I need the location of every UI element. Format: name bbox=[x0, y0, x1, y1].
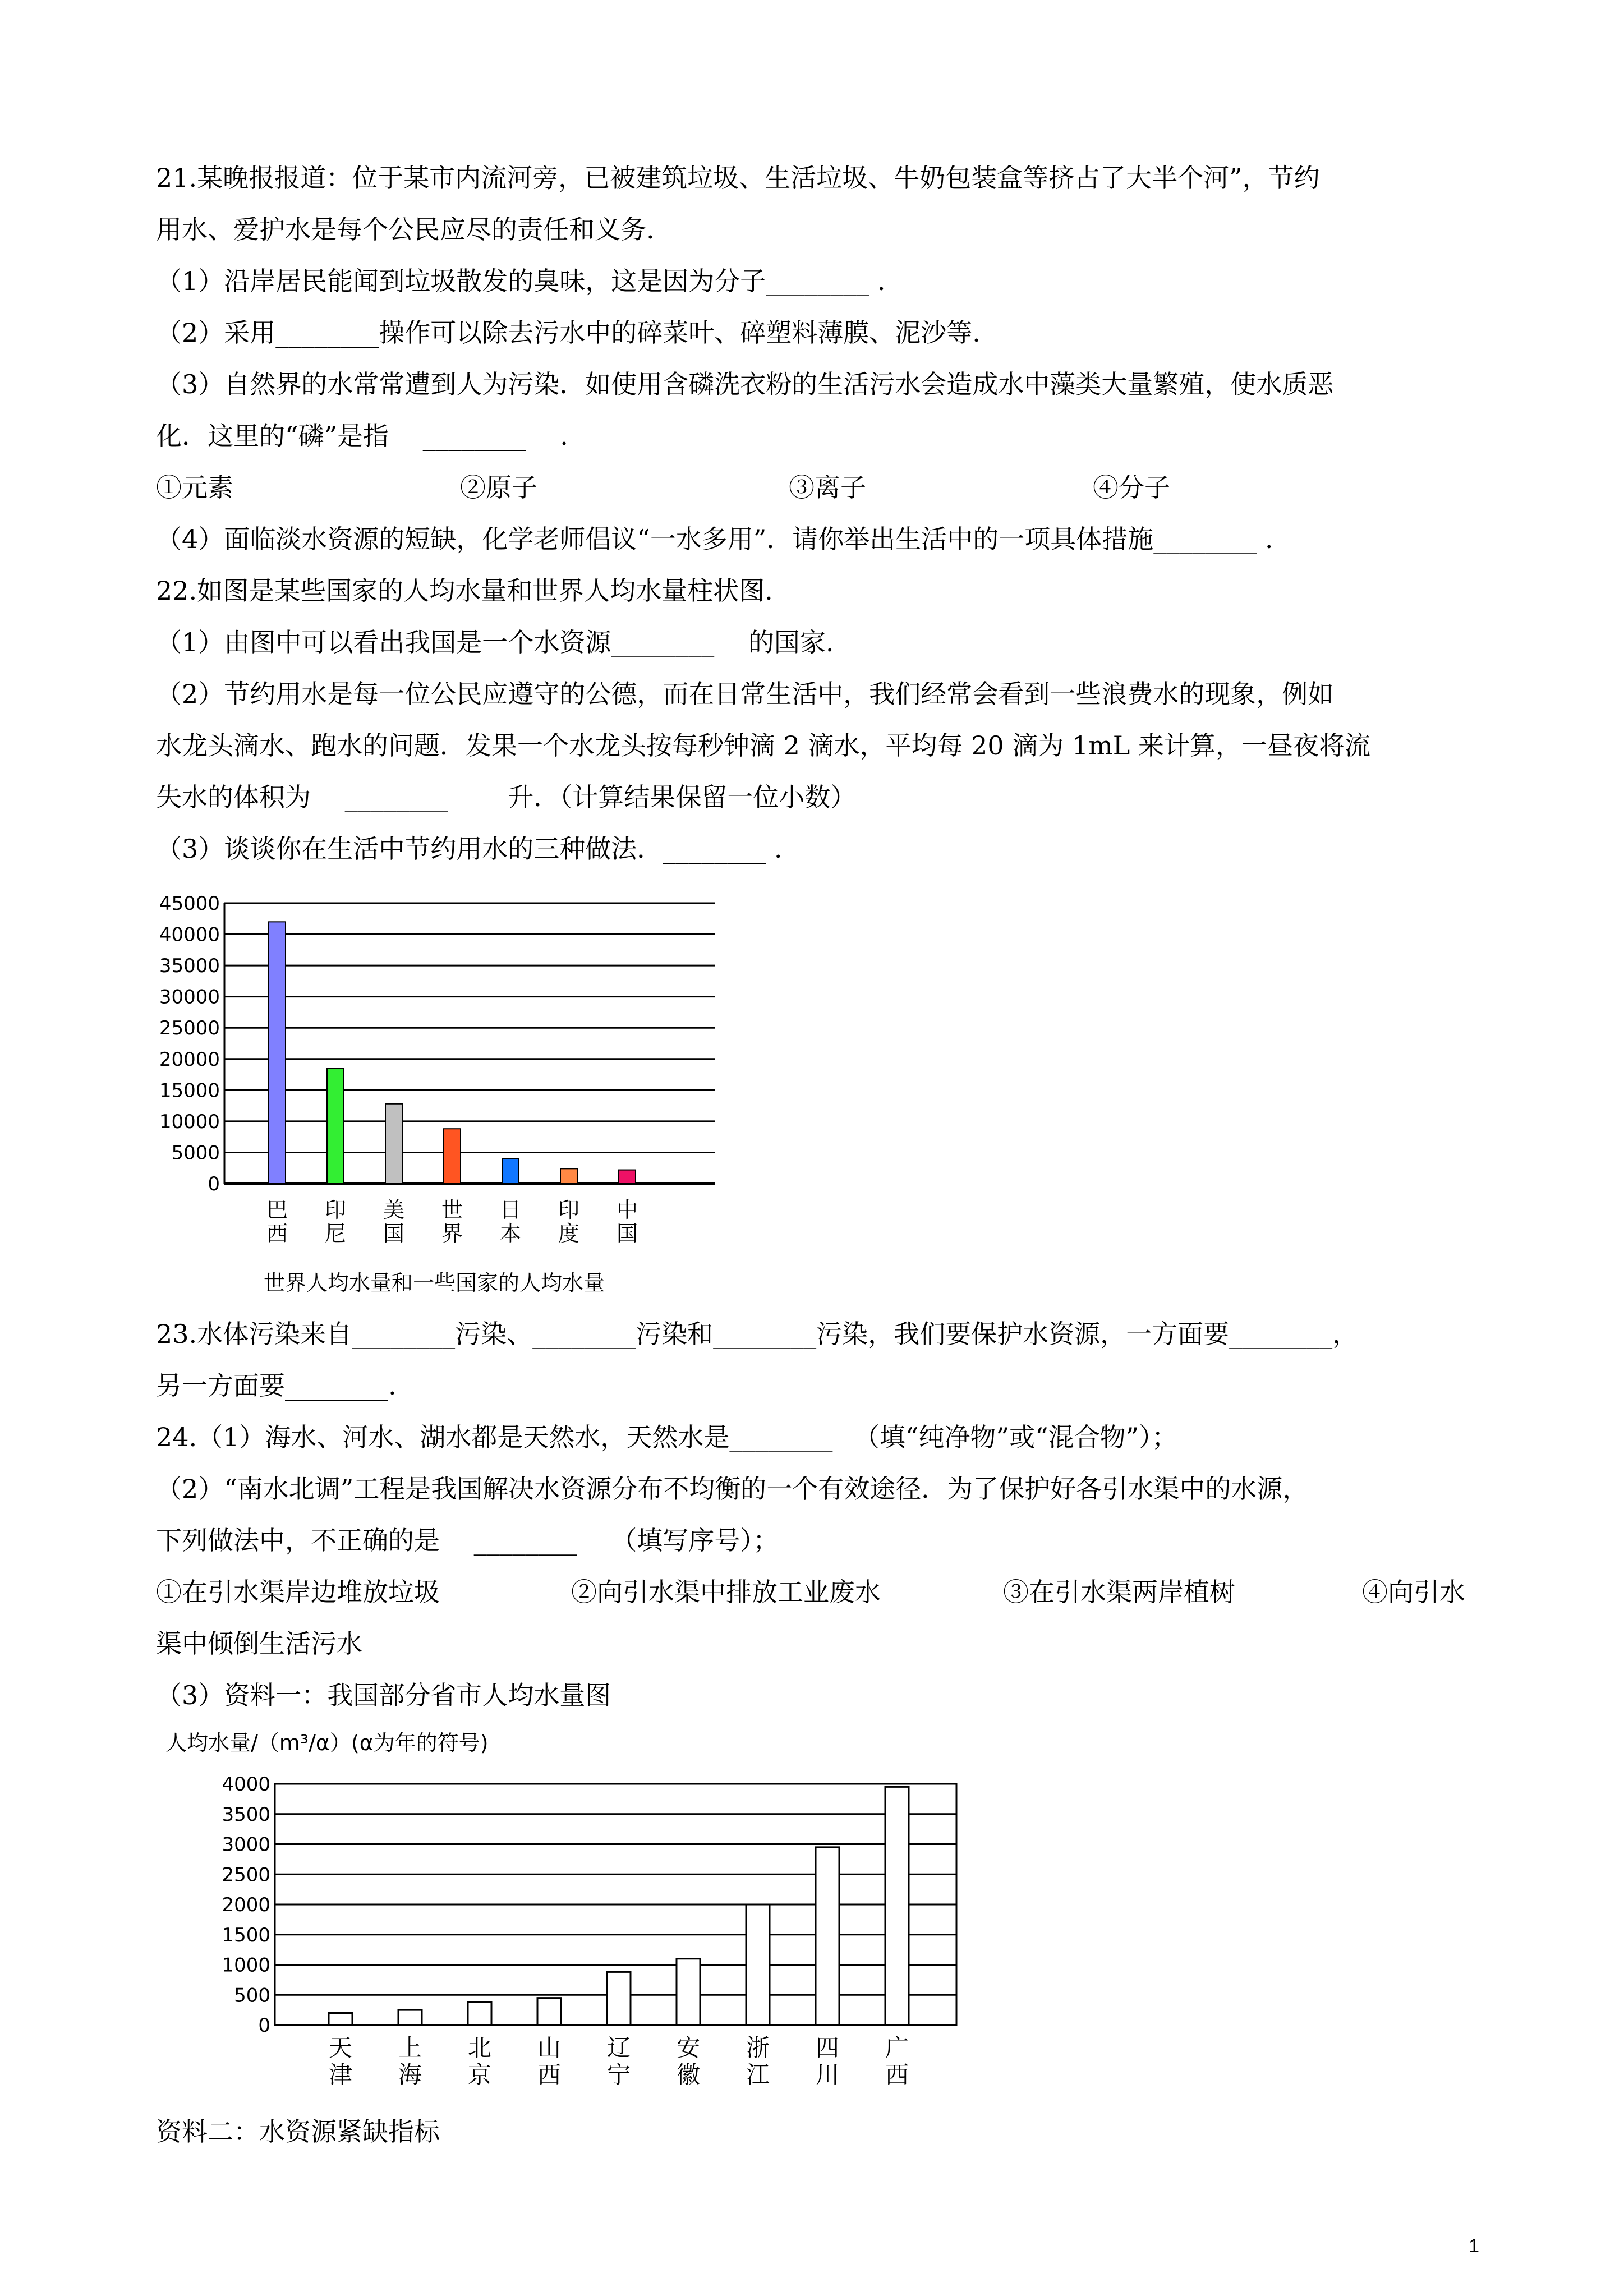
x-tick-label: 海 bbox=[398, 2061, 422, 2088]
x-tick-label: 印 bbox=[558, 1198, 580, 1222]
x-tick-label: 安 bbox=[676, 2034, 701, 2062]
q24-part-2-b: 下列做法中，不正确的是 ________ （填写序号）； bbox=[156, 1525, 779, 1556]
y-tick-label: 30000 bbox=[159, 986, 220, 1009]
q24-part-2-a: （2）“南水北调”工程是我国解决水资源分布不均衡的一个有效途径．为了保护好各引水渠中的水源， bbox=[156, 1474, 1309, 1504]
q21-part-1: （1）沿岸居民能闻到垃圾散发的臭味，这是因为分子________ . bbox=[156, 266, 886, 296]
y-tick-label: 1000 bbox=[222, 1954, 270, 1977]
x-tick-label: 上 bbox=[398, 2034, 422, 2062]
x-tick-label: 西 bbox=[537, 2061, 562, 2088]
y-tick-label: 10000 bbox=[159, 1110, 220, 1133]
q24-option-continued: 渠中倾倒生活污水 bbox=[156, 1628, 362, 1659]
bar bbox=[746, 1904, 770, 2025]
x-tick-label: 宁 bbox=[606, 2061, 631, 2088]
y-tick-label: 5000 bbox=[171, 1142, 220, 1165]
q24-part-3: （3）资料一：我国部分省市人均水量图 bbox=[156, 1680, 611, 1710]
bar bbox=[677, 1959, 700, 2025]
x-tick-label: 津 bbox=[328, 2061, 353, 2088]
x-tick-label: 西 bbox=[885, 2061, 909, 2088]
q24-option-4: ④向引水 bbox=[1362, 1577, 1465, 1607]
x-tick-label: 北 bbox=[467, 2034, 492, 2062]
bar bbox=[885, 1787, 909, 2025]
y-tick-label: 500 bbox=[234, 1984, 270, 2007]
q24-option-2: ②向引水渠中排放工业废水 bbox=[571, 1577, 881, 1607]
x-tick-label: 徽 bbox=[676, 2061, 701, 2088]
q22-part-1: （1）由图中可以看出我国是一个水资源________ 的国家. bbox=[156, 627, 834, 657]
y-tick-label: 2000 bbox=[222, 1894, 270, 1916]
q21-line-2: 用水、爱护水是每个公民应尽的责任和义务. bbox=[156, 214, 655, 245]
y-tick-label: 20000 bbox=[159, 1048, 220, 1071]
q22-line-1: 22.如图是某些国家的人均水量和世界人均水量柱状图. bbox=[156, 576, 773, 606]
y-tick-label: 1500 bbox=[222, 1924, 270, 1947]
q21-part-4: （4）面临淡水资源的短缺，化学老师倡议“一水多用”．请你举出生活中的一项具体措施________ . bbox=[156, 524, 1273, 554]
bar bbox=[816, 1847, 839, 2025]
q24-option-3: ③在引水渠两岸植树 bbox=[1003, 1577, 1235, 1607]
x-tick-label: 西 bbox=[266, 1221, 288, 1246]
q22-part-2-a: （2）节约用水是每一位公民应遵守的公德，而在日常生活中，我们经常会看到一些浪费水的现象，例如 bbox=[156, 679, 1334, 709]
bar bbox=[327, 1068, 344, 1184]
x-tick-label: 尼 bbox=[324, 1221, 347, 1246]
q24-option-1: ①在引水渠岸边堆放垃圾 bbox=[156, 1577, 440, 1607]
q21-option-1: ①元素 bbox=[156, 472, 233, 503]
x-tick-label: 国 bbox=[383, 1221, 405, 1246]
y-tick-label: 25000 bbox=[159, 1017, 220, 1040]
bar bbox=[537, 1998, 561, 2025]
chart-title: 人均水量/（m³/α）(α为年的符号) bbox=[165, 1731, 489, 1755]
bar bbox=[444, 1129, 461, 1184]
q21-option-4: ④分子 bbox=[1093, 472, 1170, 503]
chart-title: 世界人均水量和一些国家的人均水量 bbox=[264, 1271, 605, 1295]
bar bbox=[607, 1972, 631, 2025]
bar bbox=[468, 2002, 491, 2025]
q22-part-3: （3）谈谈你在生活中节约用水的三种做法．________ . bbox=[156, 834, 783, 864]
x-tick-label: 广 bbox=[885, 2034, 909, 2062]
x-tick-label: 中 bbox=[616, 1198, 638, 1222]
y-tick-label: 0 bbox=[208, 1173, 220, 1195]
x-tick-label: 印 bbox=[324, 1198, 347, 1222]
y-tick-label: 4000 bbox=[222, 1773, 270, 1796]
bar bbox=[502, 1159, 519, 1184]
bar bbox=[329, 2013, 352, 2026]
x-tick-label: 日 bbox=[499, 1198, 522, 1222]
bar bbox=[385, 1104, 402, 1184]
x-tick-label: 京 bbox=[467, 2061, 492, 2088]
x-tick-label: 浙 bbox=[746, 2034, 770, 2062]
q21-option-3: ③离子 bbox=[789, 472, 866, 503]
bar bbox=[269, 922, 286, 1184]
y-tick-label: 2500 bbox=[222, 1864, 270, 1887]
q24-options bbox=[156, 1575, 1502, 1609]
x-tick-label: 天 bbox=[328, 2034, 353, 2062]
x-tick-label: 四 bbox=[815, 2034, 840, 2062]
x-tick-label: 巴 bbox=[266, 1198, 288, 1222]
x-tick-label: 川 bbox=[815, 2061, 840, 2088]
y-tick-label: 3500 bbox=[222, 1803, 270, 1826]
x-tick-label: 本 bbox=[499, 1221, 522, 1246]
q23-line-2: 另一方面要________. bbox=[156, 1370, 397, 1401]
x-tick-label: 美 bbox=[383, 1198, 405, 1222]
y-tick-label: 45000 bbox=[159, 892, 220, 915]
x-tick-label: 山 bbox=[537, 2034, 562, 2062]
y-tick-label: 3000 bbox=[222, 1833, 270, 1856]
page-number: 1 bbox=[1469, 2235, 1479, 2257]
q21-option-2: ②原子 bbox=[460, 472, 537, 503]
q22-part-2-c: 失水的体积为 ________ 升．（计算结果保留一位小数） bbox=[156, 782, 857, 812]
material-2: 资料二：水资源紧缺指标 bbox=[156, 2116, 440, 2147]
q22-part-2-b: 水龙头滴水、跑水的问题．发果一个水龙头按每秒钟滴 2 滴水，平均每 20 滴为 1mL 来计算，一昼夜将流 bbox=[156, 730, 1370, 761]
world-water-bar-chart bbox=[140, 881, 757, 1296]
x-tick-label: 国 bbox=[616, 1221, 638, 1246]
y-tick-label: 35000 bbox=[159, 955, 220, 978]
q21-part-3-a: （3）自然界的水常常遭到人为污染．如使用含磷洗衣粉的生活污水会造成水中藻类大量繁殖，使水质恶 bbox=[156, 369, 1334, 399]
bar bbox=[560, 1168, 577, 1184]
x-tick-label: 界 bbox=[441, 1221, 463, 1246]
q21-options bbox=[156, 471, 1222, 504]
q21-part-3-b: 化．这里的“磷”是指 ________ . bbox=[156, 421, 568, 451]
q21-line-1: 21.某晚报报道：位于某市内流河旁，已被建筑垃圾、生活垃圾、牛奶包装盒等挤占了大半个河”，节约 bbox=[156, 163, 1320, 193]
bar bbox=[398, 2010, 422, 2025]
x-tick-label: 度 bbox=[558, 1221, 580, 1246]
y-tick-label: 40000 bbox=[159, 923, 220, 946]
x-tick-label: 辽 bbox=[606, 2034, 631, 2062]
y-tick-label: 0 bbox=[258, 2014, 270, 2037]
province-water-bar-chart bbox=[146, 1722, 976, 2092]
bar bbox=[619, 1170, 636, 1184]
q21-part-2: （2）采用________操作可以除去污水中的碎菜叶、碎塑料薄膜、泥沙等. bbox=[156, 318, 981, 348]
q24-part-1: 24.（1）海水、河水、湖水都是天然水，天然水是________ （填“纯净物”或“混合物”）； bbox=[156, 1422, 1178, 1452]
x-tick-label: 江 bbox=[746, 2061, 770, 2088]
q23-line-1: 23.水体污染来自________污染、________污染和________污染，我们要保护水资源，一方面要________， bbox=[156, 1319, 1359, 1349]
x-tick-label: 世 bbox=[441, 1198, 463, 1222]
y-tick-label: 15000 bbox=[159, 1079, 220, 1102]
